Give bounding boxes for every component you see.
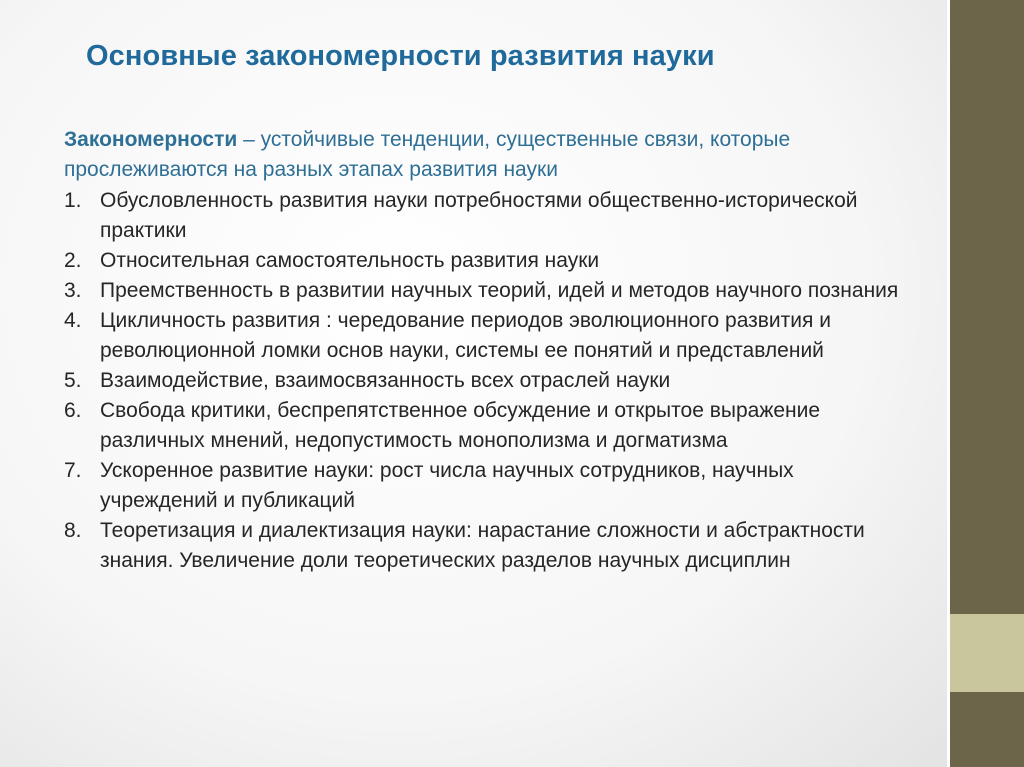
list-item-number: 7. [64,459,82,482]
list-item-number: 6. [64,399,82,422]
list-item-number: 4. [64,309,82,332]
list-item-number: 2. [64,249,82,272]
side-bar-accent [950,614,1024,692]
slide-title: Основные закономерности развития науки [86,40,715,72]
list-item-number: 8. [64,519,82,542]
list-item-text: Цикличность развития : чередование периодов эволюционного развития и революционной ломки основ науки, системы ее понятий и представлений [100,309,831,362]
intro-paragraph [64,125,864,185]
list-item-text: Обусловленность развития науки потребностями общественно-исторической практики [100,189,858,242]
list-item-number: 1. [64,189,82,212]
list-item-text: Ускоренное развитие науки: рост числа научных сотрудников, научных учреждений и публикаций [100,459,794,512]
list-item-number: 5. [64,369,82,392]
list-item-text: Теоретизация и диалектизация науки: нарастание сложности и абстрактности знания. Увеличение доли теоретических разделов научных дисциплин [100,519,865,572]
list-item [64,306,904,366]
list-item-number: 3. [64,279,82,302]
intro-definition: – устойчивые тенденции, существенные связи, которые прослеживаются на разных этапах развития науки [64,128,791,181]
list-item-text: Относительная самостоятельность развития науки [100,249,600,272]
list-item [64,246,904,276]
regularities-list [64,186,904,576]
list-item [64,186,904,246]
list-item [64,456,904,516]
list-item [64,516,904,576]
list-item [64,276,904,306]
list-item-text: Свобода критики, беспрепятственное обсуждение и открытое выражение различных мнений, недопустимость монополизма и догматизма [100,399,821,452]
side-bar [947,0,1024,767]
list-item [64,366,904,396]
list-item-text: Взаимодействие, взаимосвязанность всех отраслей науки [100,369,671,392]
list-item-text: Преемственность в развитии научных теорий, идей и методов научного познания [100,279,899,302]
list-item [64,396,904,456]
intro-term: Закономерности [64,128,238,151]
